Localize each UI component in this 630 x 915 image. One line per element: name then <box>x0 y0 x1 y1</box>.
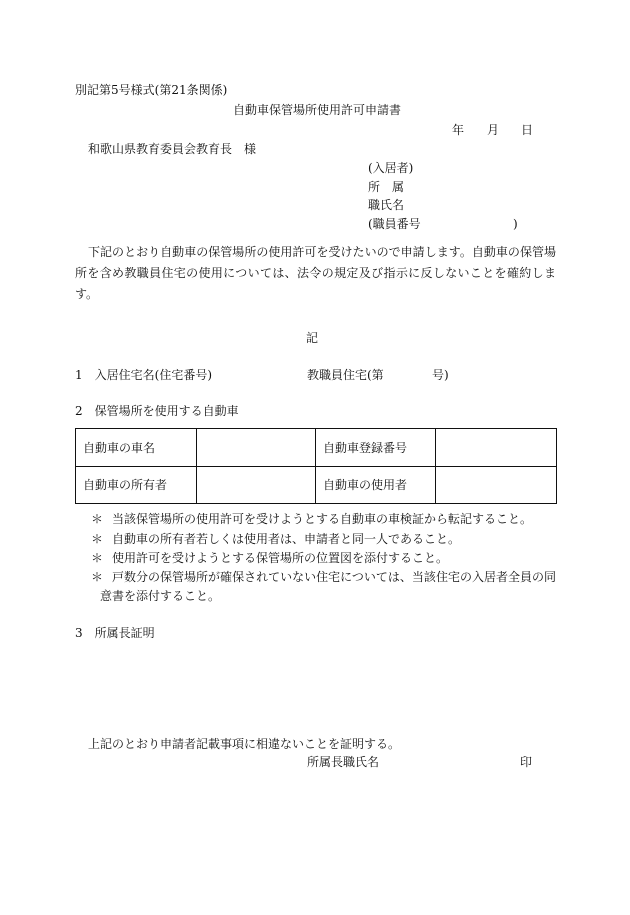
date-day-label: 日 <box>521 123 534 137</box>
registration-number-value <box>436 429 557 467</box>
asterisk-icon: ＊ <box>91 570 104 584</box>
signer-label: 所属長職氏名 <box>307 755 380 769</box>
date-month-label: 月 <box>487 123 500 137</box>
vehicle-name-label: 自動車の車名 <box>76 429 197 467</box>
staff-number-close-paren: ) <box>513 217 518 231</box>
applicant-name-label: 職氏名 <box>368 198 405 212</box>
note-text: 当該保管場所の使用許可を受けようとする自動車の車検証から転記すること。 <box>112 512 533 526</box>
paragraph-line: 所を含め教職員住宅の使用については、法令の規定及び指示に反しないことを確約しま <box>75 266 556 280</box>
section-1-label: 1 入居住宅名(住宅番号) <box>75 368 212 382</box>
seal-mark: 印 <box>520 755 533 769</box>
paragraph-line: す。 <box>75 287 99 301</box>
vehicle-owner-label: 自動車の所有者 <box>76 467 197 504</box>
addressee: 和歌山県教育委員会教育長 様 <box>88 142 257 156</box>
registration-number-label: 自動車登録番号 <box>316 429 436 467</box>
paragraph-line: 下記のとおり自動車の保管場所の使用許可を受けたいので申請します。自動車の保管場 <box>88 245 556 259</box>
date-year-label: 年 <box>452 123 465 137</box>
applicant-affiliation-label: 所 属 <box>368 180 405 194</box>
section-2-label: 2 保管場所を使用する自動車 <box>75 404 239 418</box>
form-reference: 別記第5号様式(第21条関係) <box>75 83 228 97</box>
note-text: 自動車の所有者若しくは使用者は、申請者と同一人であること。 <box>112 532 461 546</box>
housing-number-suffix: 号) <box>432 368 449 382</box>
note-text: 戸数分の保管場所が確保されていない住宅については、当該住宅の入居者全員の同 <box>112 570 556 584</box>
note-text: 使用許可を受けようとする保管場所の位置図を添付すること。 <box>112 551 449 565</box>
asterisk-icon: ＊ <box>91 551 104 565</box>
table-row <box>76 467 557 504</box>
asterisk-icon: ＊ <box>91 532 104 546</box>
ki-heading: 記 <box>306 331 319 345</box>
housing-number-label: 教職員住宅(第 <box>307 368 384 382</box>
staff-number-label: (職員番号 <box>368 217 421 231</box>
asterisk-icon: ＊ <box>91 512 104 526</box>
note-text-continued: 意書を添付すること。 <box>100 589 221 603</box>
section-3-label: 3 所属長証明 <box>75 626 155 640</box>
certification-statement: 上記のとおり申請者記載事項に相違ないことを証明する。 <box>88 737 401 751</box>
form-title: 自動車保管場所使用許可申請書 <box>233 103 402 117</box>
vehicle-owner-value <box>197 467 316 504</box>
vehicle-user-label: 自動車の使用者 <box>316 467 436 504</box>
applicant-role-label: (入居者) <box>368 161 414 175</box>
vehicle-name-value <box>197 429 316 467</box>
table-row <box>76 429 557 467</box>
vehicle-table <box>75 428 557 504</box>
vehicle-user-value <box>436 467 557 504</box>
